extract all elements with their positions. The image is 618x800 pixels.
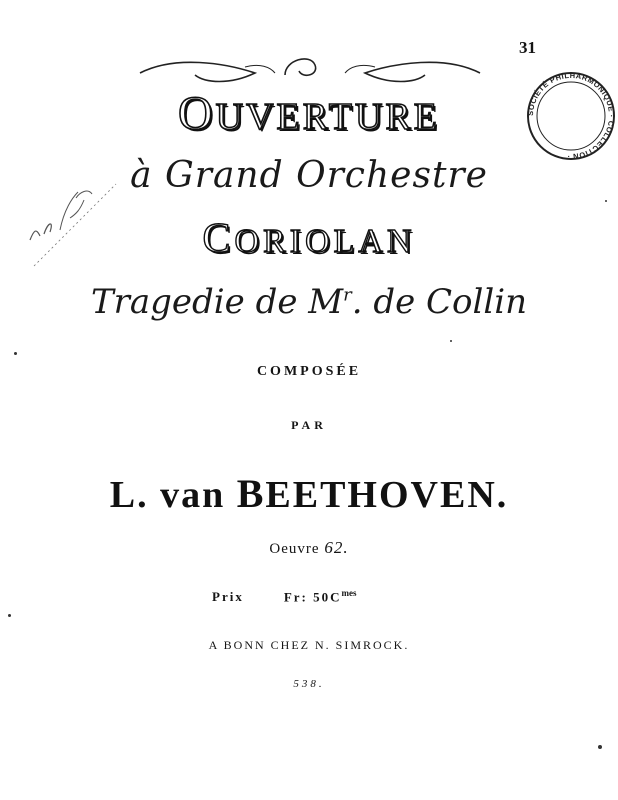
title-ouverture: OUVERTURE xyxy=(177,87,441,140)
publisher-line: A BONN CHEZ N. SIMROCK. xyxy=(208,638,410,652)
subtitle-grand-orchestre: à Grand Orchestre xyxy=(130,155,488,196)
tragedy-line: Tragedie de $M^r$. de Collin xyxy=(90,282,528,322)
composer-name: L. van BEETHOVEN. xyxy=(109,471,509,516)
paper-speck xyxy=(605,200,607,202)
pencil-annotation-icon xyxy=(20,170,130,280)
paper-speck xyxy=(8,614,11,617)
paper-speck xyxy=(450,340,452,342)
plate-number: 538. xyxy=(293,678,325,690)
stamp-text: SOCIÉTÉ PHILHARMONIQUE · COLLECTION · xyxy=(525,70,617,162)
price-line: Prix Fr: $50C^{mes}$ xyxy=(212,588,357,605)
page-number: 31 xyxy=(519,38,536,57)
paper-speck xyxy=(598,745,602,749)
work-title-coriolan: CORIOLAN xyxy=(202,216,416,262)
composed-label: COMPOSÉE xyxy=(256,364,362,379)
paper-speck xyxy=(14,352,17,355)
par-label: PAR xyxy=(291,418,327,432)
opus-number: Oeuvre 62. xyxy=(269,538,349,557)
